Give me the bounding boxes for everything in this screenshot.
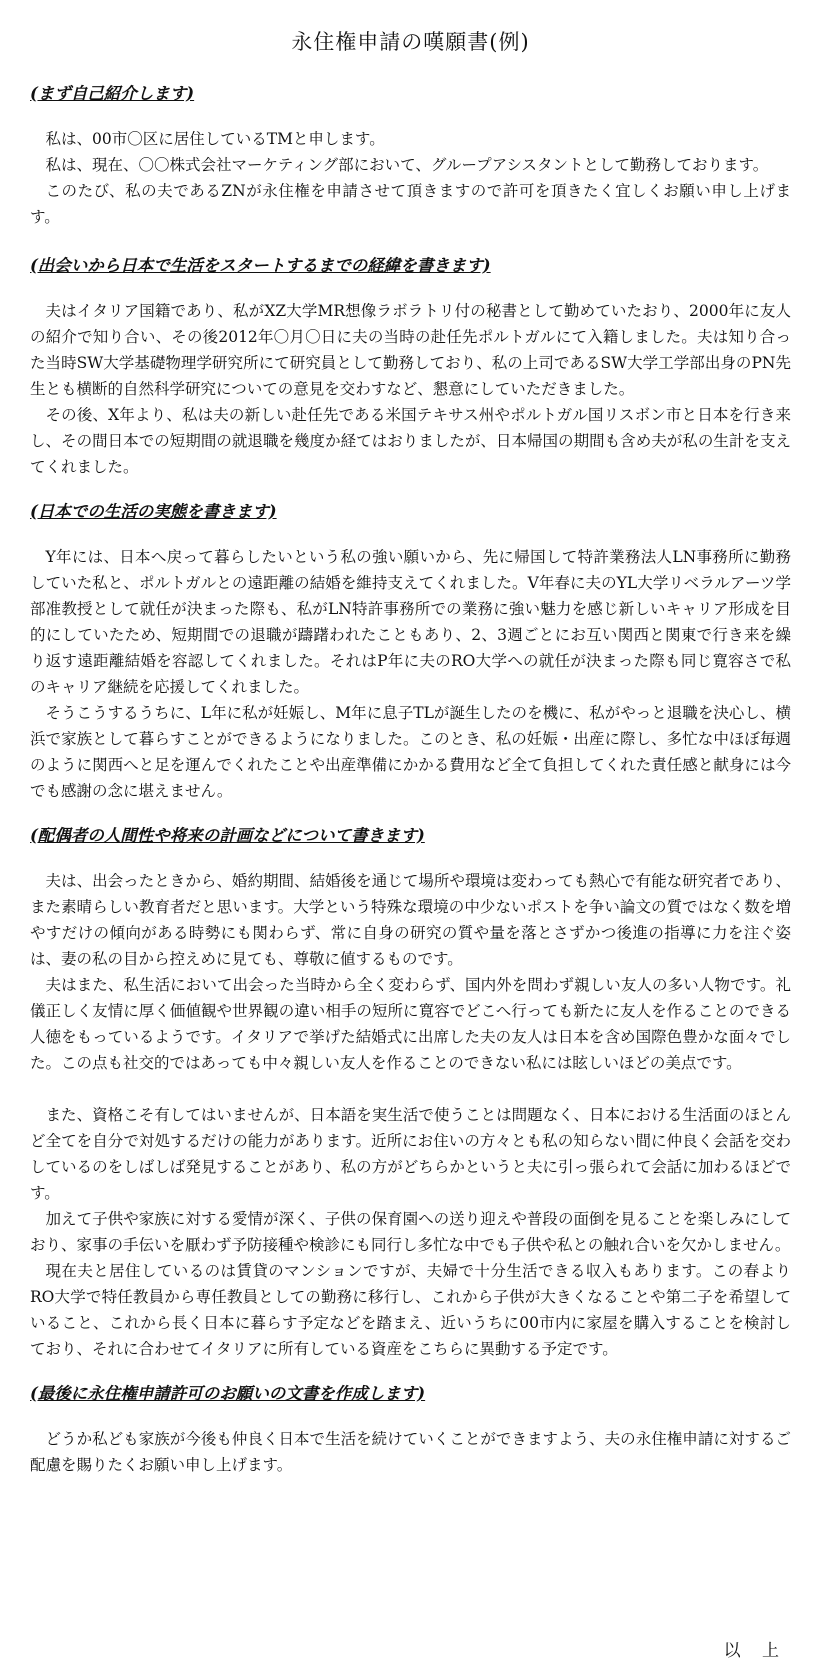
closing-mark: 以 上	[723, 1641, 787, 1661]
paragraph: 現在夫と居住しているのは賃貸のマンションですが、夫婦で十分生活できる収入もあります。この春よりRO大学で特任教員から専任教員としての勤務に移行し、これから子供が大きくなることや第二子を希望していること、これから長く日本に暮らす予定などを踏まえ、近いうちに00市内に家屋を購入することを検討しており、それに合わせてイタリアに所有している資産をこちらに異動する予定です。	[30, 1262, 791, 1358]
paragraph: その後、X年より、私は夫の新しい赴任先である米国テキサス州やポルトガル国リスボン市と日本を行き来し、その間日本での短期間の就退職を幾度か経てはおりましたが、日本帰国の期間も含め夫が私の生計を支えてくれました。	[30, 406, 791, 476]
paragraph: 私は、00市〇区に居住しているTMと申します。	[45, 130, 385, 148]
paragraph: 私は、現在、〇〇株式会社マーケティング部において、グループアシスタントとして勤務しております。	[45, 156, 769, 174]
paragraph: 夫はまた、私生活において出会った当時から全く変わらず、国内外を問わず親しい友人の多い人物です。礼儀正しく友情に厚く価値観や世界観の違い相手の短所に寛容でどこへ行っても新たに友人を作ることのできる人徳をもっているようです。イタリアで挙げた結婚式に出席した夫の友人は日本を含め国際色豊かな面々でした。この点も社交的ではあっても中々親しい友人を作ることのできない私には眩しいほどの美点です。	[30, 976, 791, 1072]
section-heading-background: (出会いから日本で生活をスタートするまでの経緯を書きます)	[30, 256, 491, 275]
document-title: 永住権申請の嘆願書(例)	[291, 30, 530, 54]
paragraph: どうか私ども家族が今後も仲良く日本で生活を続けていくことができますよう、夫の永住権申請に対するご配慮を賜りたくお願い申し上げます。	[30, 1430, 791, 1474]
section-heading-spouse-character: (配偶者の人間性や将来の計画などについて書きます)	[30, 826, 425, 845]
paragraph: 加えて子供や家族に対する愛情が深く、子供の保育園への送り迎えや普段の面倒を見ることを楽しみにしており、家事の手伝いを厭わず予防接種や検診にも同行し多忙な中でも子供や私との触れ合いを欠かしません。	[30, 1210, 791, 1254]
paragraph: Y年には、日本へ戻って暮らしたいという私の強い願いから、先に帰国して特許業務法人LN事務所に勤務していた私と、ポルトガルとの遠距離の結婚を維持支えてくれました。V年春に夫のYL大学リベラルアーツ学部准教授として就任が決まった際も、私がLN特許事務所での業務に強い魅力を感じ新しいキャリア形成を目的にしていたため、短期間での退職が躊躇われたこともあり、2、3週ごとにお互い関西と関東で行き来を繰り返す遠距離結婚を容認してくれました。それはP年に夫のRO大学への就任が決まった際も同じ寛容さで私のキャリア継続を応援してくれました。	[30, 548, 791, 696]
section-introduction	[30, 80, 791, 230]
paragraph: そうこうするうちに、L年に私が妊娠し、M年に息子TLが誕生したのを機に、私がやっと退職を決心し、横浜で家族として暮らすことができるようになりました。このとき、私の妊娠・出産に際し、多忙な中ほぼ毎週のように関西へと足を運んでくれたことや出産準備にかかる費用など全て負担してくれた責任感と献身には今でも感謝の念に堪えません。	[30, 704, 791, 800]
paragraph-spacer	[30, 1076, 791, 1102]
section-life-in-japan	[30, 498, 791, 804]
section-heading-introduction: (まず自己紹介します)	[30, 84, 195, 103]
section-final-request	[30, 1380, 791, 1478]
section-heading-final-request: (最後に永住権申請許可のお願いの文書を作成します)	[30, 1384, 426, 1403]
paragraph: このたび、私の夫であるZNが永住権を申請させて頂きますので許可を頂きたく宜しくお願い申し上げます。	[30, 182, 791, 226]
section-background	[30, 252, 791, 480]
paragraph: 夫は、出会ったときから、婚約期間、結婚後を通じて場所や環境は変わっても熱心で有能な研究者であり、また素晴らしい教育者だと思います。大学という特殊な環境の中少ないポストを争い論文の質ではなく数を増やすだけの傾向がある時勢にも関わらず、常に自身の研究の質や量を落とさずかつ後進の指導に力を注ぐ姿は、妻の私の目から控えめに見ても、尊敬に値するものです。	[30, 872, 791, 968]
section-spouse-character	[30, 822, 791, 1362]
paragraph: 夫はイタリア国籍であり、私がXZ大学MR想像ラボラトリ付の秘書として勤めていたおり、2000年に友人の紹介で知り合い、その後2012年〇月〇日に夫の当時の赴任先ポルトガルにて入籍しました。夫は知り合った当時SW大学基礎物理学研究所にて研究員として勤務しており、私の上司であるSW大学工学部出身のPN先生とも横断的自然科学研究についての意見を交わすなど、懇意にしていただきました。	[30, 302, 791, 398]
paragraph: また、資格こそ有してはいませんが、日本語を実生活で使うことは問題なく、日本における生活面のほとんど全てを自分で対処するだけの能力があります。近所にお住いの方々とも私の知らない間に仲良く会話を交わしているのをしばしば発見することがあり、私の方がどちらかというと夫に引っ張られて会話に加わるほどです。	[30, 1106, 791, 1202]
section-heading-life-in-japan: (日本での生活の実態を書きます)	[30, 502, 277, 521]
